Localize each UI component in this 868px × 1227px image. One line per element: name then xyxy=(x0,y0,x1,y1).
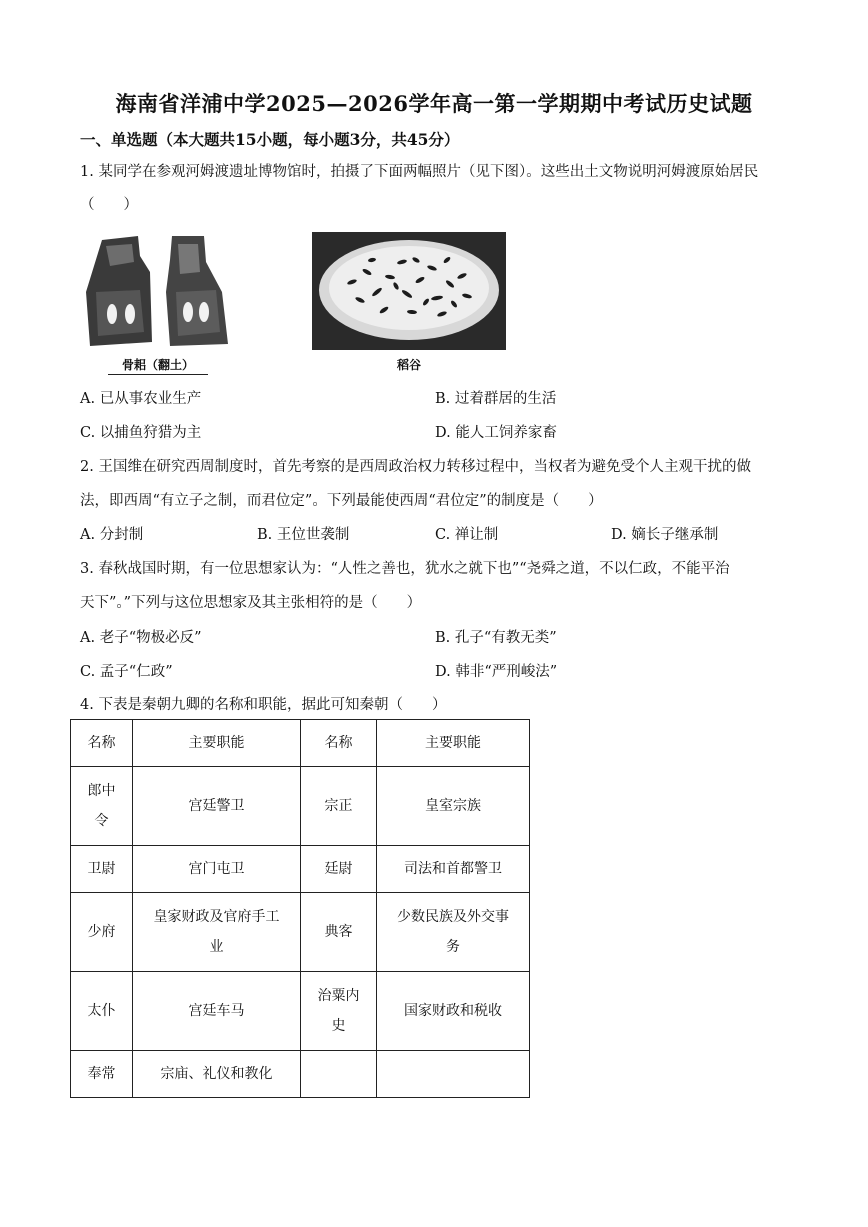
table-row xyxy=(71,893,530,972)
table-header-cell: 主要职能 xyxy=(133,720,301,767)
table-cell: 宫廷车马 xyxy=(133,972,301,1051)
table-cell: 治粟内史 xyxy=(301,972,377,1051)
table-header-cell: 名称 xyxy=(301,720,377,767)
q3-option-c[interactable]: C. 孟子“仁政” xyxy=(80,664,173,680)
table-header-cell: 名称 xyxy=(71,720,133,767)
table-header-row xyxy=(71,720,530,767)
table-cell: 宫门屯卫 xyxy=(133,846,301,893)
table-cell: 宫廷警卫 xyxy=(133,767,301,846)
q2-option-d[interactable]: D. 嫡长子继承制 xyxy=(611,527,719,543)
table-cell: 国家财政和税收 xyxy=(377,972,530,1051)
table-header-cell: 主要职能 xyxy=(377,720,530,767)
table-cell: 奉常 xyxy=(71,1051,133,1098)
q2-stem-line2: 法，即西周“有立子之制，而君位定”。下列最能使西周“君位定”的制度是（ ） xyxy=(80,493,603,509)
table-cell: 宗正 xyxy=(301,767,377,846)
q2-option-b[interactable]: B. 王位世袭制 xyxy=(257,527,350,543)
q3-option-d[interactable]: D. 韩非“严刑峻法” xyxy=(435,664,558,680)
q1-option-b[interactable]: B. 过着群居的生活 xyxy=(435,391,557,407)
table-cell: 少数民族及外交事务 xyxy=(377,893,530,972)
q2-option-c[interactable]: C. 禅让制 xyxy=(435,527,499,543)
table-row xyxy=(71,972,530,1051)
q1-stem-line1: 1. 某同学在参观河姆渡遗址博物馆时，拍摄了下面两幅照片（见下图）。这些出土文物说明河姆渡原始居民 xyxy=(80,164,759,180)
table-cell xyxy=(377,1051,530,1098)
q1-stem-line2: （ ） xyxy=(80,197,138,213)
q1-option-a[interactable]: A. 已从事农业生产 xyxy=(80,391,202,407)
bone-spade-image xyxy=(80,232,240,352)
table-row xyxy=(71,767,530,846)
q3-option-a[interactable]: A. 老子“物极必反” xyxy=(80,630,202,646)
page-title: 海南省洋浦中学2025—2026学年高一第一学期期中考试历史试题 xyxy=(115,91,753,116)
q2-stem-line1: 2. 王国维在研究西周制度时，首先考察的是西周政治权力转移过程中，当权者为避免受个人主观干扰的做 xyxy=(80,459,751,475)
bone-spade-caption: 骨耜（翻土） xyxy=(121,358,194,372)
q1-option-c[interactable]: C. 以捕鱼狩猎为主 xyxy=(80,425,202,441)
table-cell: 宗庙、礼仪和教化 xyxy=(133,1051,301,1098)
table-row xyxy=(71,846,530,893)
q3-stem-line2: 天下”。”下列与这位思想家及其主张相符的是（ ） xyxy=(80,595,422,611)
table-cell: 司法和首都警卫 xyxy=(377,846,530,893)
q2-option-a[interactable]: A. 分封制 xyxy=(80,527,144,543)
q1-option-d[interactable]: D. 能人工饲养家畜 xyxy=(435,425,557,441)
table-row xyxy=(71,1051,530,1098)
rice-grain-image xyxy=(312,232,506,350)
table-cell: 郎中令 xyxy=(71,767,133,846)
table-cell: 皇家财政及官府手工业 xyxy=(133,893,301,972)
table-cell: 典客 xyxy=(301,893,377,972)
rice-grain-caption: 稻谷 xyxy=(396,358,421,372)
section-heading: 一、单选题（本大题共15小题，每小题3分，共45分） xyxy=(80,130,460,149)
q3-stem-line1: 3. 春秋战国时期，有一位思想家认为：“人性之善也，犹水之就下也”“尧舜之道，不以仁政，不能平治 xyxy=(80,561,730,577)
table-cell: 皇室宗族 xyxy=(377,767,530,846)
caption-underline xyxy=(108,374,208,375)
table-cell xyxy=(301,1051,377,1098)
nine-ministers-table xyxy=(70,719,530,1098)
table-cell: 廷尉 xyxy=(301,846,377,893)
table-cell: 卫尉 xyxy=(71,846,133,893)
q3-option-b[interactable]: B. 孔子“有教无类” xyxy=(435,630,557,646)
table-cell: 少府 xyxy=(71,893,133,972)
q4-stem: 4. 下表是秦朝九卿的名称和职能，据此可知秦朝（ ） xyxy=(80,697,447,713)
table-cell: 太仆 xyxy=(71,972,133,1051)
